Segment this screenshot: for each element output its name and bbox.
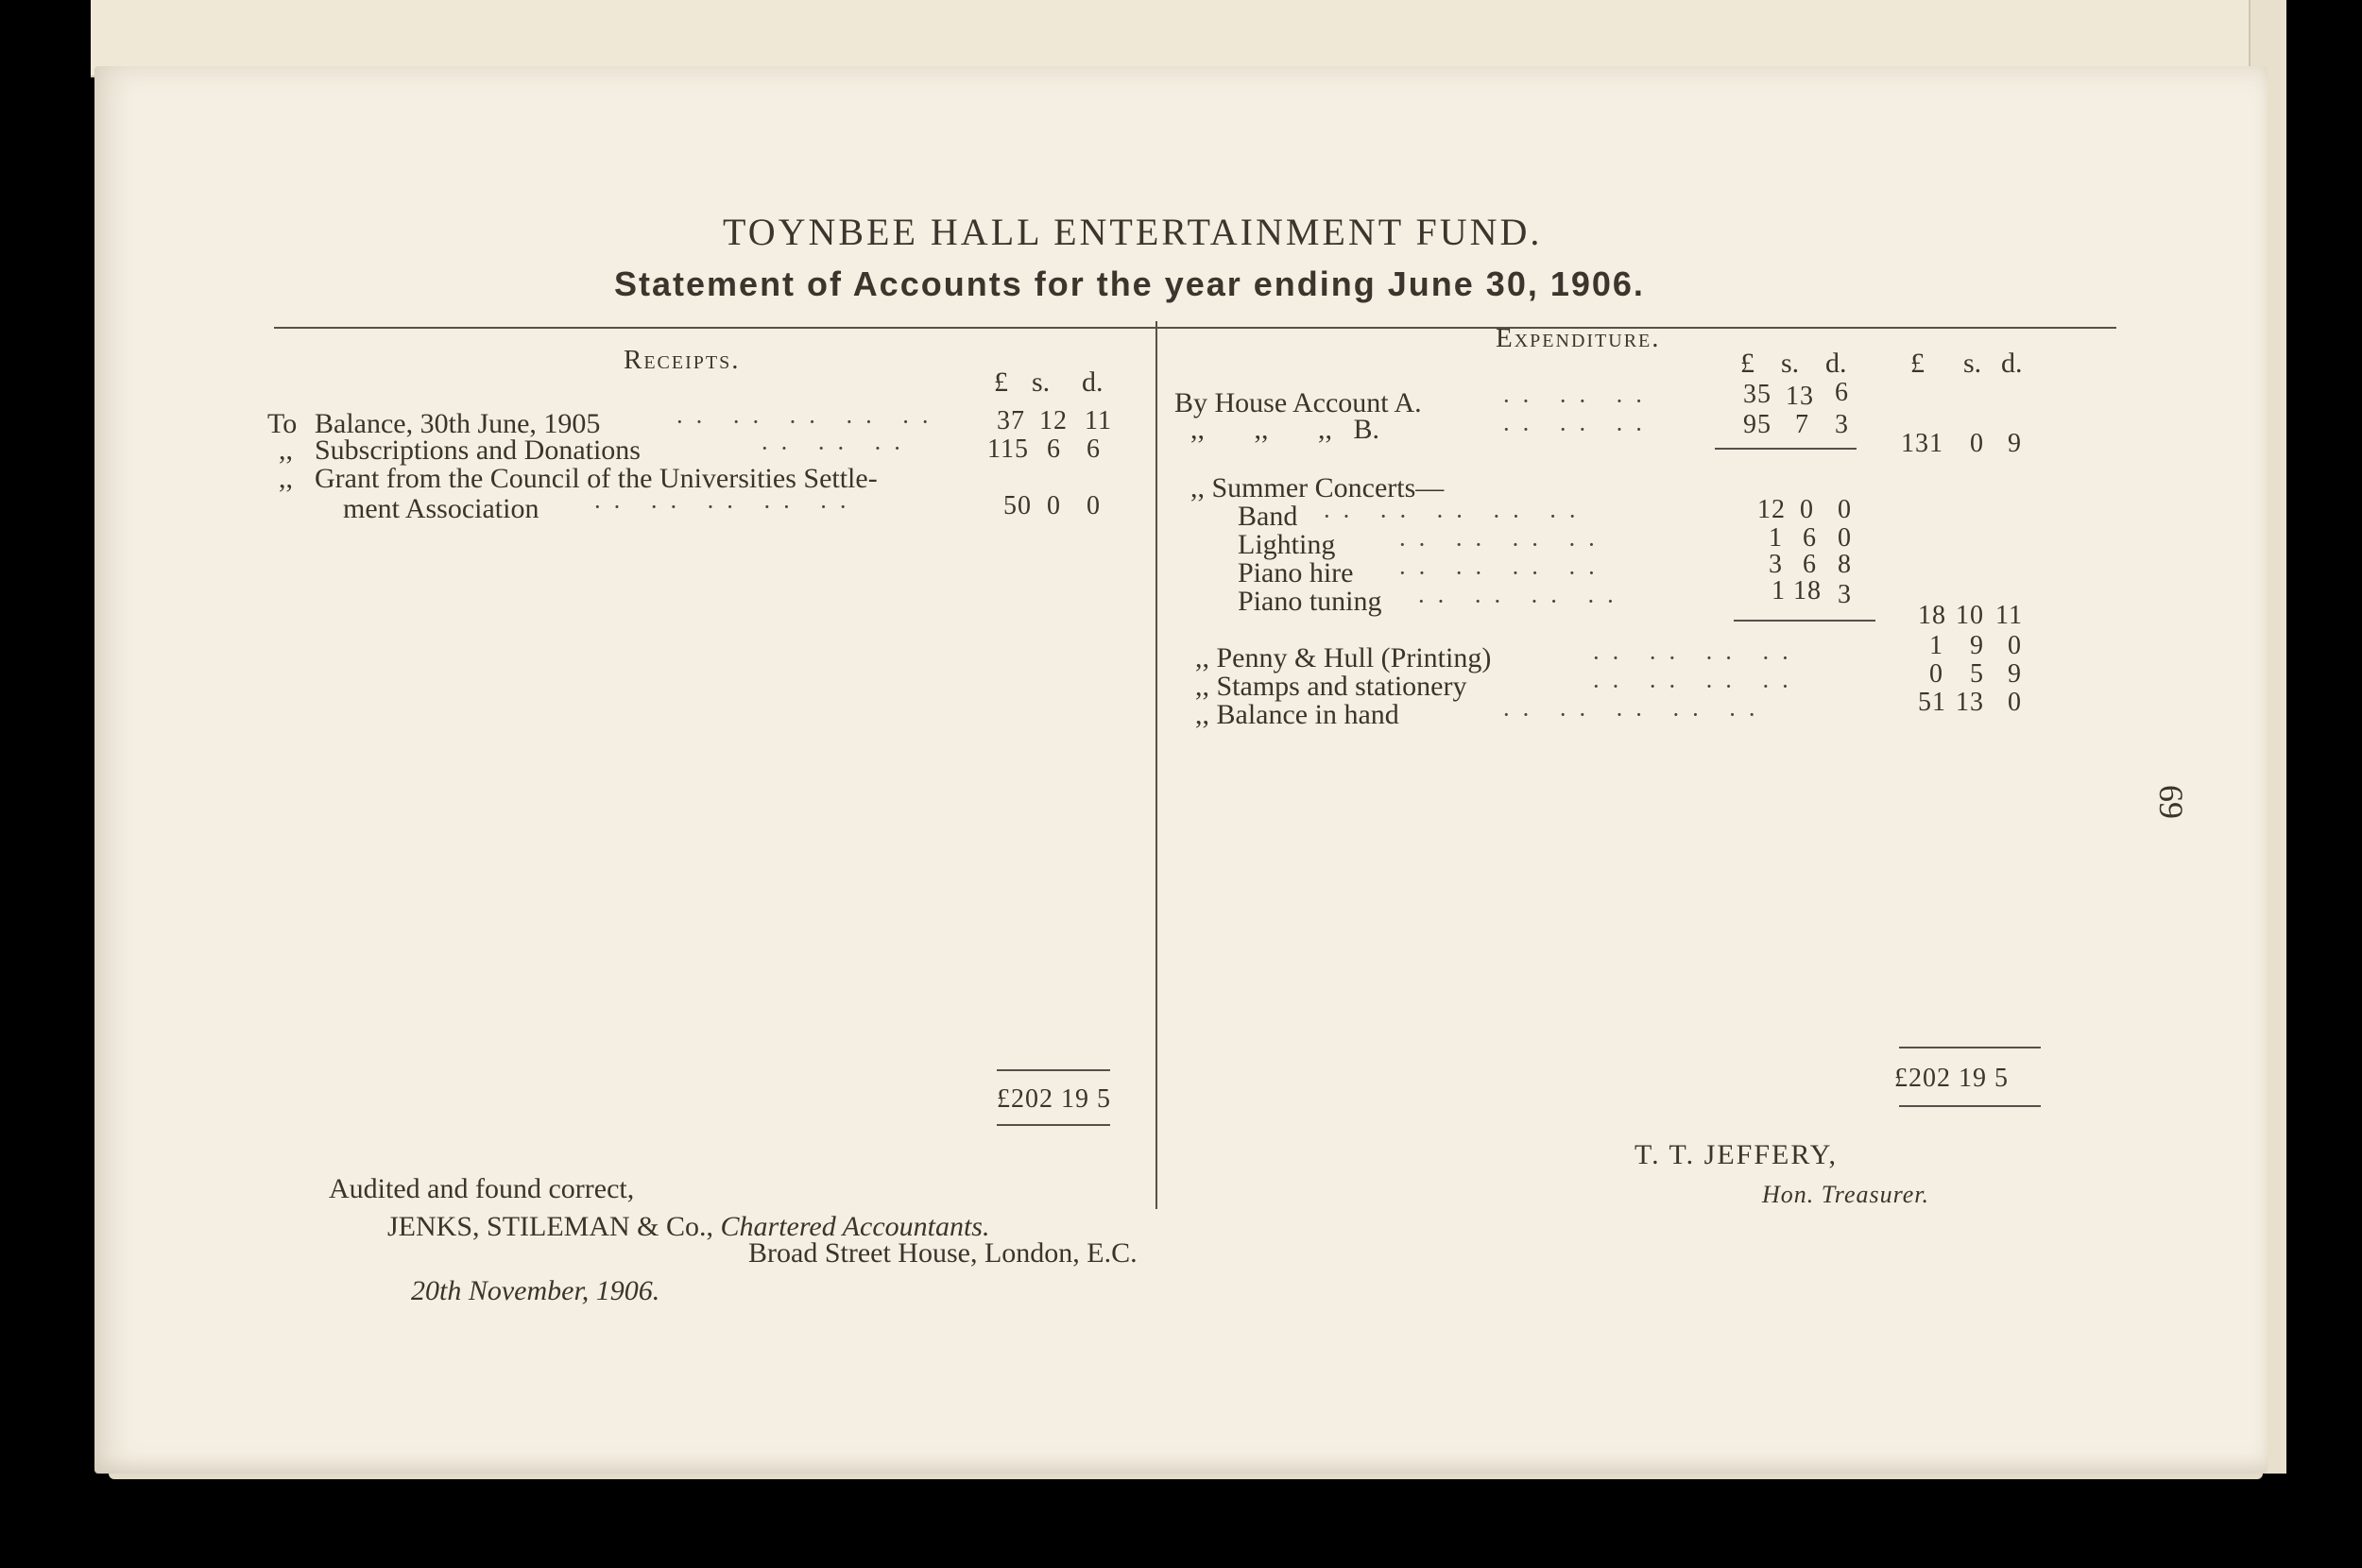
house-subtotal-rule xyxy=(1715,448,1857,450)
receipts-total-rule-bottom xyxy=(997,1124,1110,1126)
concerts-subtotal-rule xyxy=(1734,620,1875,622)
expenditure-total-rule-top xyxy=(1899,1047,2041,1048)
expenditure-label: ,, ,, ,, B. xyxy=(1190,414,1380,445)
expenditure-shillings: 6 xyxy=(1803,523,1817,553)
audited-text: Audited and found correct, xyxy=(329,1173,635,1204)
expenditure-col2-shillings: s. xyxy=(1963,348,1982,379)
expenditure-pence: 0 xyxy=(2008,688,2022,717)
receipts-total: £202 19 5 xyxy=(997,1084,1111,1114)
expenditure-heading: Expenditure. xyxy=(1496,323,1661,353)
title-rule xyxy=(274,327,2116,329)
auditor-firm-title: Chartered Accountants. xyxy=(720,1211,990,1242)
receipt-pence: 6 xyxy=(1087,435,1101,464)
leader-dots: ·· ·· ·· ·· xyxy=(1592,644,1801,672)
expenditure-pounds: 12 xyxy=(1757,495,1786,524)
receipt-shillings: 12 xyxy=(1039,406,1068,435)
expenditure-pence: 3 xyxy=(1835,410,1849,439)
expenditure-label: By House Account A. xyxy=(1174,387,1422,418)
document-subtitle: Statement of Accounts for the year ending June 30, 1906. xyxy=(614,264,1645,303)
leader-dots: ·· ·· ·· ·· ·· xyxy=(1323,503,1588,530)
leader-dots: ·· ·· ·· ·· ·· xyxy=(593,493,859,520)
leader-dots: ·· ·· ·· ·· xyxy=(1417,588,1626,615)
receipts-heading: Receipts. xyxy=(624,345,741,375)
expenditure-shillings: 0 xyxy=(1800,495,1814,524)
receipt-shillings: 0 xyxy=(1047,491,1061,520)
receipts-col-pounds: £ xyxy=(994,366,1008,398)
leader-dots: ·· ·· ·· ·· ·· xyxy=(676,408,941,435)
expenditure-pounds: 3 xyxy=(1769,550,1783,579)
expenditure-pence: 6 xyxy=(1835,378,1849,407)
receipts-col-shillings: s. xyxy=(1032,366,1051,398)
expenditure-total: £202 19 5 xyxy=(1894,1064,2009,1093)
expenditure-pence: 0 xyxy=(1838,523,1852,553)
expenditure-pounds: 35 xyxy=(1743,380,1772,409)
expenditure-shillings: 13 xyxy=(1956,688,1984,717)
concert-item-label: Lighting xyxy=(1238,529,1336,560)
receipts-total-rule-top xyxy=(997,1069,1110,1071)
audit-date: 20th November, 1906. xyxy=(411,1275,660,1306)
receipt-shillings: 6 xyxy=(1047,435,1061,464)
leader-dots: ·· ·· ·· xyxy=(1502,387,1654,415)
expenditure-col1-pence: d. xyxy=(1825,348,1847,379)
subtotal-pounds: 18 xyxy=(1918,601,1946,630)
expenditure-pounds: 1 xyxy=(1772,576,1786,605)
expenditure-pounds: 95 xyxy=(1743,410,1772,439)
expenditure-label: ,, Balance in hand xyxy=(1195,699,1399,730)
leader-dots: ·· ·· ·· xyxy=(761,435,913,462)
expenditure-col1-shillings: s. xyxy=(1781,348,1800,379)
receipt-prefix: To xyxy=(267,408,298,439)
receipt-label: Grant from the Council of the Universities Settle- xyxy=(315,463,878,494)
expenditure-label: ,, Penny & Hull (Printing) xyxy=(1195,642,1492,673)
concert-item-label: Piano hire xyxy=(1238,557,1354,588)
expenditure-pence: 0 xyxy=(1838,495,1852,524)
expenditure-shillings: 18 xyxy=(1793,576,1822,605)
document-title: TOYNBEE HALL ENTERTAINMENT FUND. xyxy=(723,211,1543,253)
leader-dots: ·· ·· ·· ·· ·· xyxy=(1502,701,1768,728)
subtotal-shillings: 0 xyxy=(1970,429,1984,458)
expenditure-shillings: 5 xyxy=(1970,659,1984,689)
receipt-prefix: ,, xyxy=(279,435,293,466)
receipts-col-pence: d. xyxy=(1082,366,1104,398)
expenditure-shillings: 7 xyxy=(1795,410,1809,439)
leader-dots: ·· ·· ·· xyxy=(1502,416,1654,443)
expenditure-shillings: 13 xyxy=(1786,382,1814,411)
expenditure-pounds: 1 xyxy=(1929,631,1943,660)
expenditure-shillings: 6 xyxy=(1803,550,1817,579)
expenditure-pence: 0 xyxy=(2008,631,2022,660)
summer-concerts-label: ,, Summer Concerts— xyxy=(1190,472,1445,503)
expenditure-pence: 9 xyxy=(2008,659,2022,689)
receipt-pounds: 115 xyxy=(987,435,1029,464)
expenditure-col2-pounds: £ xyxy=(1910,348,1925,379)
leader-dots: ·· ·· ·· ·· xyxy=(1398,531,1607,558)
book-page xyxy=(94,66,2268,1474)
subtotal-pounds: 131 xyxy=(1901,429,1943,458)
receipt-prefix: ,, xyxy=(279,463,293,494)
treasurer-title: Hon. Treasurer. xyxy=(1762,1181,1930,1208)
receipt-pence: 0 xyxy=(1087,491,1101,520)
expenditure-total-rule-bottom xyxy=(1899,1105,2041,1107)
receipt-label: Subscriptions and Donations xyxy=(315,435,641,466)
receipt-label-continued: ment Association xyxy=(343,493,539,524)
expenditure-shillings: 9 xyxy=(1970,631,1984,660)
receipt-pounds: 37 xyxy=(997,406,1025,435)
expenditure-pence: 3 xyxy=(1838,580,1852,609)
expenditure-label: ,, Stamps and stationery xyxy=(1195,671,1467,702)
receipt-pounds: 50 xyxy=(1003,491,1032,520)
concert-item-label: Piano tuning xyxy=(1238,586,1382,617)
auditor-address: Broad Street House, London, E.C. xyxy=(748,1237,1138,1269)
concert-item-label: Band xyxy=(1238,501,1298,532)
expenditure-pounds: 51 xyxy=(1918,688,1946,717)
leader-dots: ·· ·· ·· ·· xyxy=(1592,673,1801,700)
treasurer-name: T. T. JEFFERY, xyxy=(1635,1139,1839,1170)
expenditure-pounds: 1 xyxy=(1769,523,1783,553)
receipt-pence: 11 xyxy=(1085,406,1112,435)
receipt-label: Balance, 30th June, 1905 xyxy=(315,408,601,439)
expenditure-col2-pence: d. xyxy=(2001,348,2023,379)
auditor-firm-name: JENKS, STILEMAN & Co., xyxy=(387,1211,714,1242)
subtotal-pence: 9 xyxy=(2008,429,2022,458)
column-divider xyxy=(1155,321,1157,1209)
leader-dots: ·· ·· ·· ·· xyxy=(1398,559,1607,587)
subtotal-shillings: 10 xyxy=(1956,601,1984,630)
expenditure-pounds: 0 xyxy=(1929,659,1943,689)
subtotal-pence: 11 xyxy=(1995,601,2023,630)
expenditure-pence: 8 xyxy=(1838,550,1852,579)
expenditure-col1-pounds: £ xyxy=(1740,348,1754,379)
page-number: 69 xyxy=(2152,785,2190,819)
